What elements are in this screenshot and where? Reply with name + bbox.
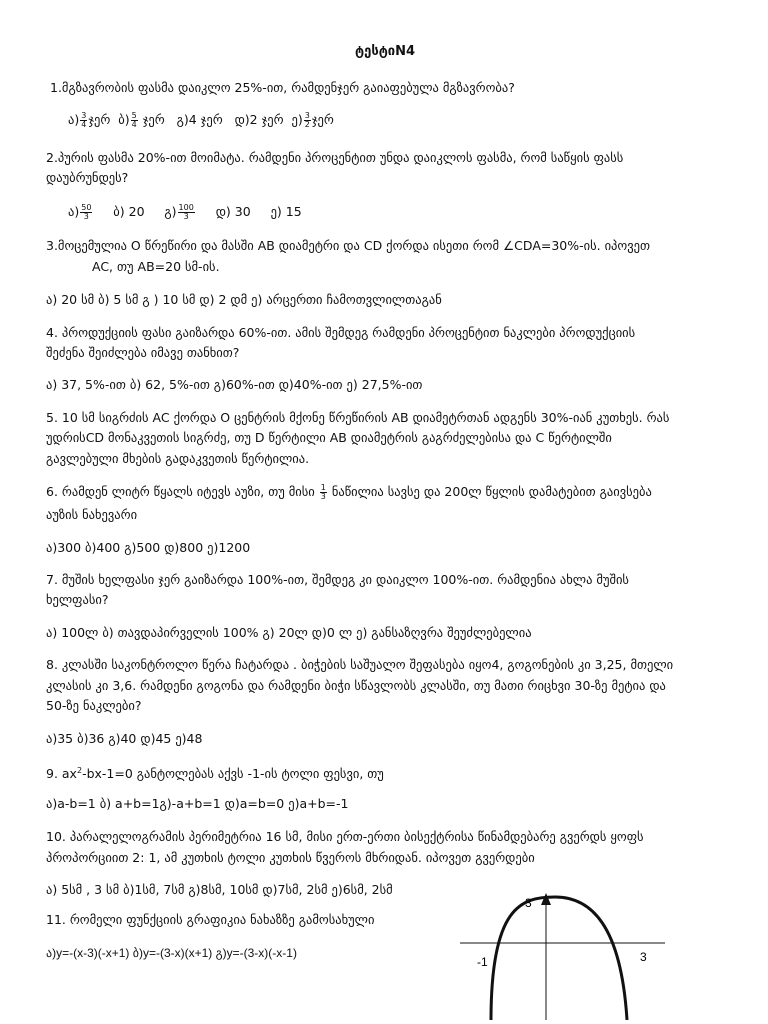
question-9-answers: ა)a-b=1 ბ) a+b=1გ)-a+b=1 დ)a=b=0 ე)a+b=-1 [46, 796, 349, 811]
question-2-answers [68, 204, 302, 221]
question-3-line-2: AC, თუ AB=20 სმ-ის. [92, 259, 220, 274]
question-11-answers: ა)y=-(x-3)(-x+1) ბ)y=-(3-x)(x+1) გ)y=-(3-x)(-x-1) [46, 946, 297, 960]
parabola-curve [491, 897, 627, 1020]
q2-option-b: ბ) 20 [113, 204, 145, 219]
question-5-line-1: 5. 10 სმ სიგრძის AC ქორდა O ცენტრის მქონე წრეწირის AB დიამეტრთან ადგენს 30%-იან კუთხეს. რას [46, 410, 670, 425]
q1-option-e-label: ე) [291, 112, 303, 127]
question-4-line-1: 4. პროდუქციის ფასი გაიზარდა 60%-ით. ამის შემდეგ რამდენი პროცენტით ნაკლები პროდუქციის [46, 325, 636, 340]
question-6-line-1 [46, 484, 652, 501]
q6-fraction: $\frac{1}{3}$ [320, 483, 326, 501]
q1-option-e-fraction: $\frac{3}{2}$ [304, 111, 310, 129]
q1-option-d: დ)2 ჯერ [234, 112, 284, 127]
q1-option-a-suffix: ჯერ [88, 112, 111, 127]
y-axis-label: 3 [525, 896, 532, 910]
q1-option-c: გ)4 ჯერ [176, 112, 223, 127]
q1-option-a-label: ა) [68, 112, 80, 127]
question-4-answers: ა) 37, 5%-ით ბ) 62, 5%-ით გ)60%-ით დ)40%-ით ე) 27,5%-ით [46, 377, 423, 392]
question-10-answers: ა) 5სმ , 3 სმ ბ)1სმ, 7სმ გ)8სმ, 10სმ დ)7სმ, 2სმ ე)6სმ, 2სმ [46, 882, 393, 897]
question-7-answers: ა) 100ლ ბ) თავდაპირველის 100% გ) 20ლ დ)0 ლ ე) განსაზღვრა შეუძლებელია [46, 625, 532, 640]
q2-option-d: დ) 30 [215, 204, 251, 219]
question-6-answers: ა)300 ბ)400 გ)500 დ)800 ე)1200 [46, 540, 251, 555]
question-10-line-1: 10. პარალელოგრამის პერიმეტრია 16 სმ, მისი ერთ-ერთი ბისექტრისა წინამდებარე გვერდს ყოფს [46, 829, 644, 844]
q6-text-after-fraction: ნაწილია სავსე და 200ლ წყლის დამატებით გაივსება [331, 484, 652, 499]
q1-option-b-suffix: ჯერ [142, 112, 165, 127]
question-10-line-2: პროპორციით 2: 1, ამ კუთხის ტოლი კუთხის წვეროს მხრიდან. იპოვეთ გვერდები [46, 850, 535, 865]
q1-option-e-suffix: ჯერ [311, 112, 334, 127]
page-title: ტესტიN4 [355, 44, 416, 59]
q2-option-a-label: ა) [68, 204, 80, 219]
q2-option-a-fraction: $\frac{50}{3}$ [81, 203, 92, 221]
q1-option-a-fraction: $\frac{3}{4}$ [81, 111, 87, 129]
q1-option-b-fraction: $\frac{5}{4}$ [131, 111, 137, 129]
question-3-answers: ა) 20 სმ ბ) 5 სმ გ ) 10 სმ დ) 2 დმ ე) არცერთი ჩამოთვლილთაგან [46, 292, 442, 307]
question-8-answers: ა)35 ბ)36 გ)40 დ)45 ე)48 [46, 731, 203, 746]
question-1-text: 1.მგზავრობის ფასმა დაიკლო 25%-ით, რამდენჯერ გაიაფებულა მგზავრობა? [50, 80, 515, 95]
question-11-text: 11. რომელი ფუნქციის გრაფიკია ნახაზზე გამოსახული [46, 912, 375, 927]
question-5-line-3: გავლებული მხების გადაკვეთის წერტილია. [46, 451, 310, 466]
q2-option-c-fraction: $\frac{100}{3}$ [178, 203, 194, 221]
x-axis-positive-label: 3 [640, 950, 647, 964]
question-6-line-2: აუზის ნახევარი [46, 507, 138, 522]
q2-option-e: ე) 15 [270, 204, 302, 219]
q6-text-before-fraction: 6. რამდენ ლიტრ წყალს იტევს აუზი, თუ მისი [46, 484, 315, 499]
q9-expression-start: 9. ax [46, 766, 77, 782]
x-axis-negative-label: -1 [477, 955, 488, 969]
question-8-line-3: 50-ზე ნაკლები? [46, 698, 142, 713]
question-7-line-1: 7. მუშის ხელფასი ჯერ გაიზარდა 100%-ით, შემდეგ კი დაიკლო 100%-ით. რამდენია ახლა მუშის [46, 572, 629, 587]
q9-expression-end: -bx-1=0 განტოლებას აქვს -1-ის ტოლი ფესვი, თუ [82, 766, 384, 782]
q2-option-c-label: გ) [164, 204, 177, 219]
question-7-line-2: ხელფასი? [46, 592, 109, 607]
question-8-line-1: 8. კლასში საკონტროლო წერა ჩატარდა . ბიჭების საშუალო შეფასება იყო4, გოგონების კი 3,25, მთელი [46, 657, 674, 672]
q1-option-b-label: ბ) [118, 112, 130, 127]
question-5-line-2: უდრისCD მონაკვეთის სიგრძე, თუ D წერტილი AB დიამეტრის გაგრძელებისა და C წერტილში [46, 430, 612, 445]
question-2-line-2: დაუბრუნდეს? [46, 170, 129, 185]
question-4-line-2: შეძენა შეიძლება იმავე თანხით? [46, 345, 240, 360]
q9-exponent: 2 [76, 766, 83, 775]
question-9-text [46, 763, 384, 782]
question-1-answers [68, 112, 334, 129]
question-2-line-1: 2.პურის ფასმა 20%-ით მოიმატა. რამდენი პროცენტით უნდა დაიკლოს ფასმა, რომ საწყის ფასს [46, 150, 624, 165]
question-8-line-2: კლასის კი 3,6. რამდენი გოგონა და რამდენი ბიჭი სწავლობს კლასში, თუ მათი რიცხვი 30-ზე მეტია და [46, 678, 666, 693]
parabola-graph [455, 885, 665, 1020]
question-3-line-1: 3.მოცემულია O წრეწირი და მასში AB დიამეტრი და CD ქორდა ისეთი რომ ∠CDA=30%-ის. იპოვეთ [46, 238, 650, 253]
